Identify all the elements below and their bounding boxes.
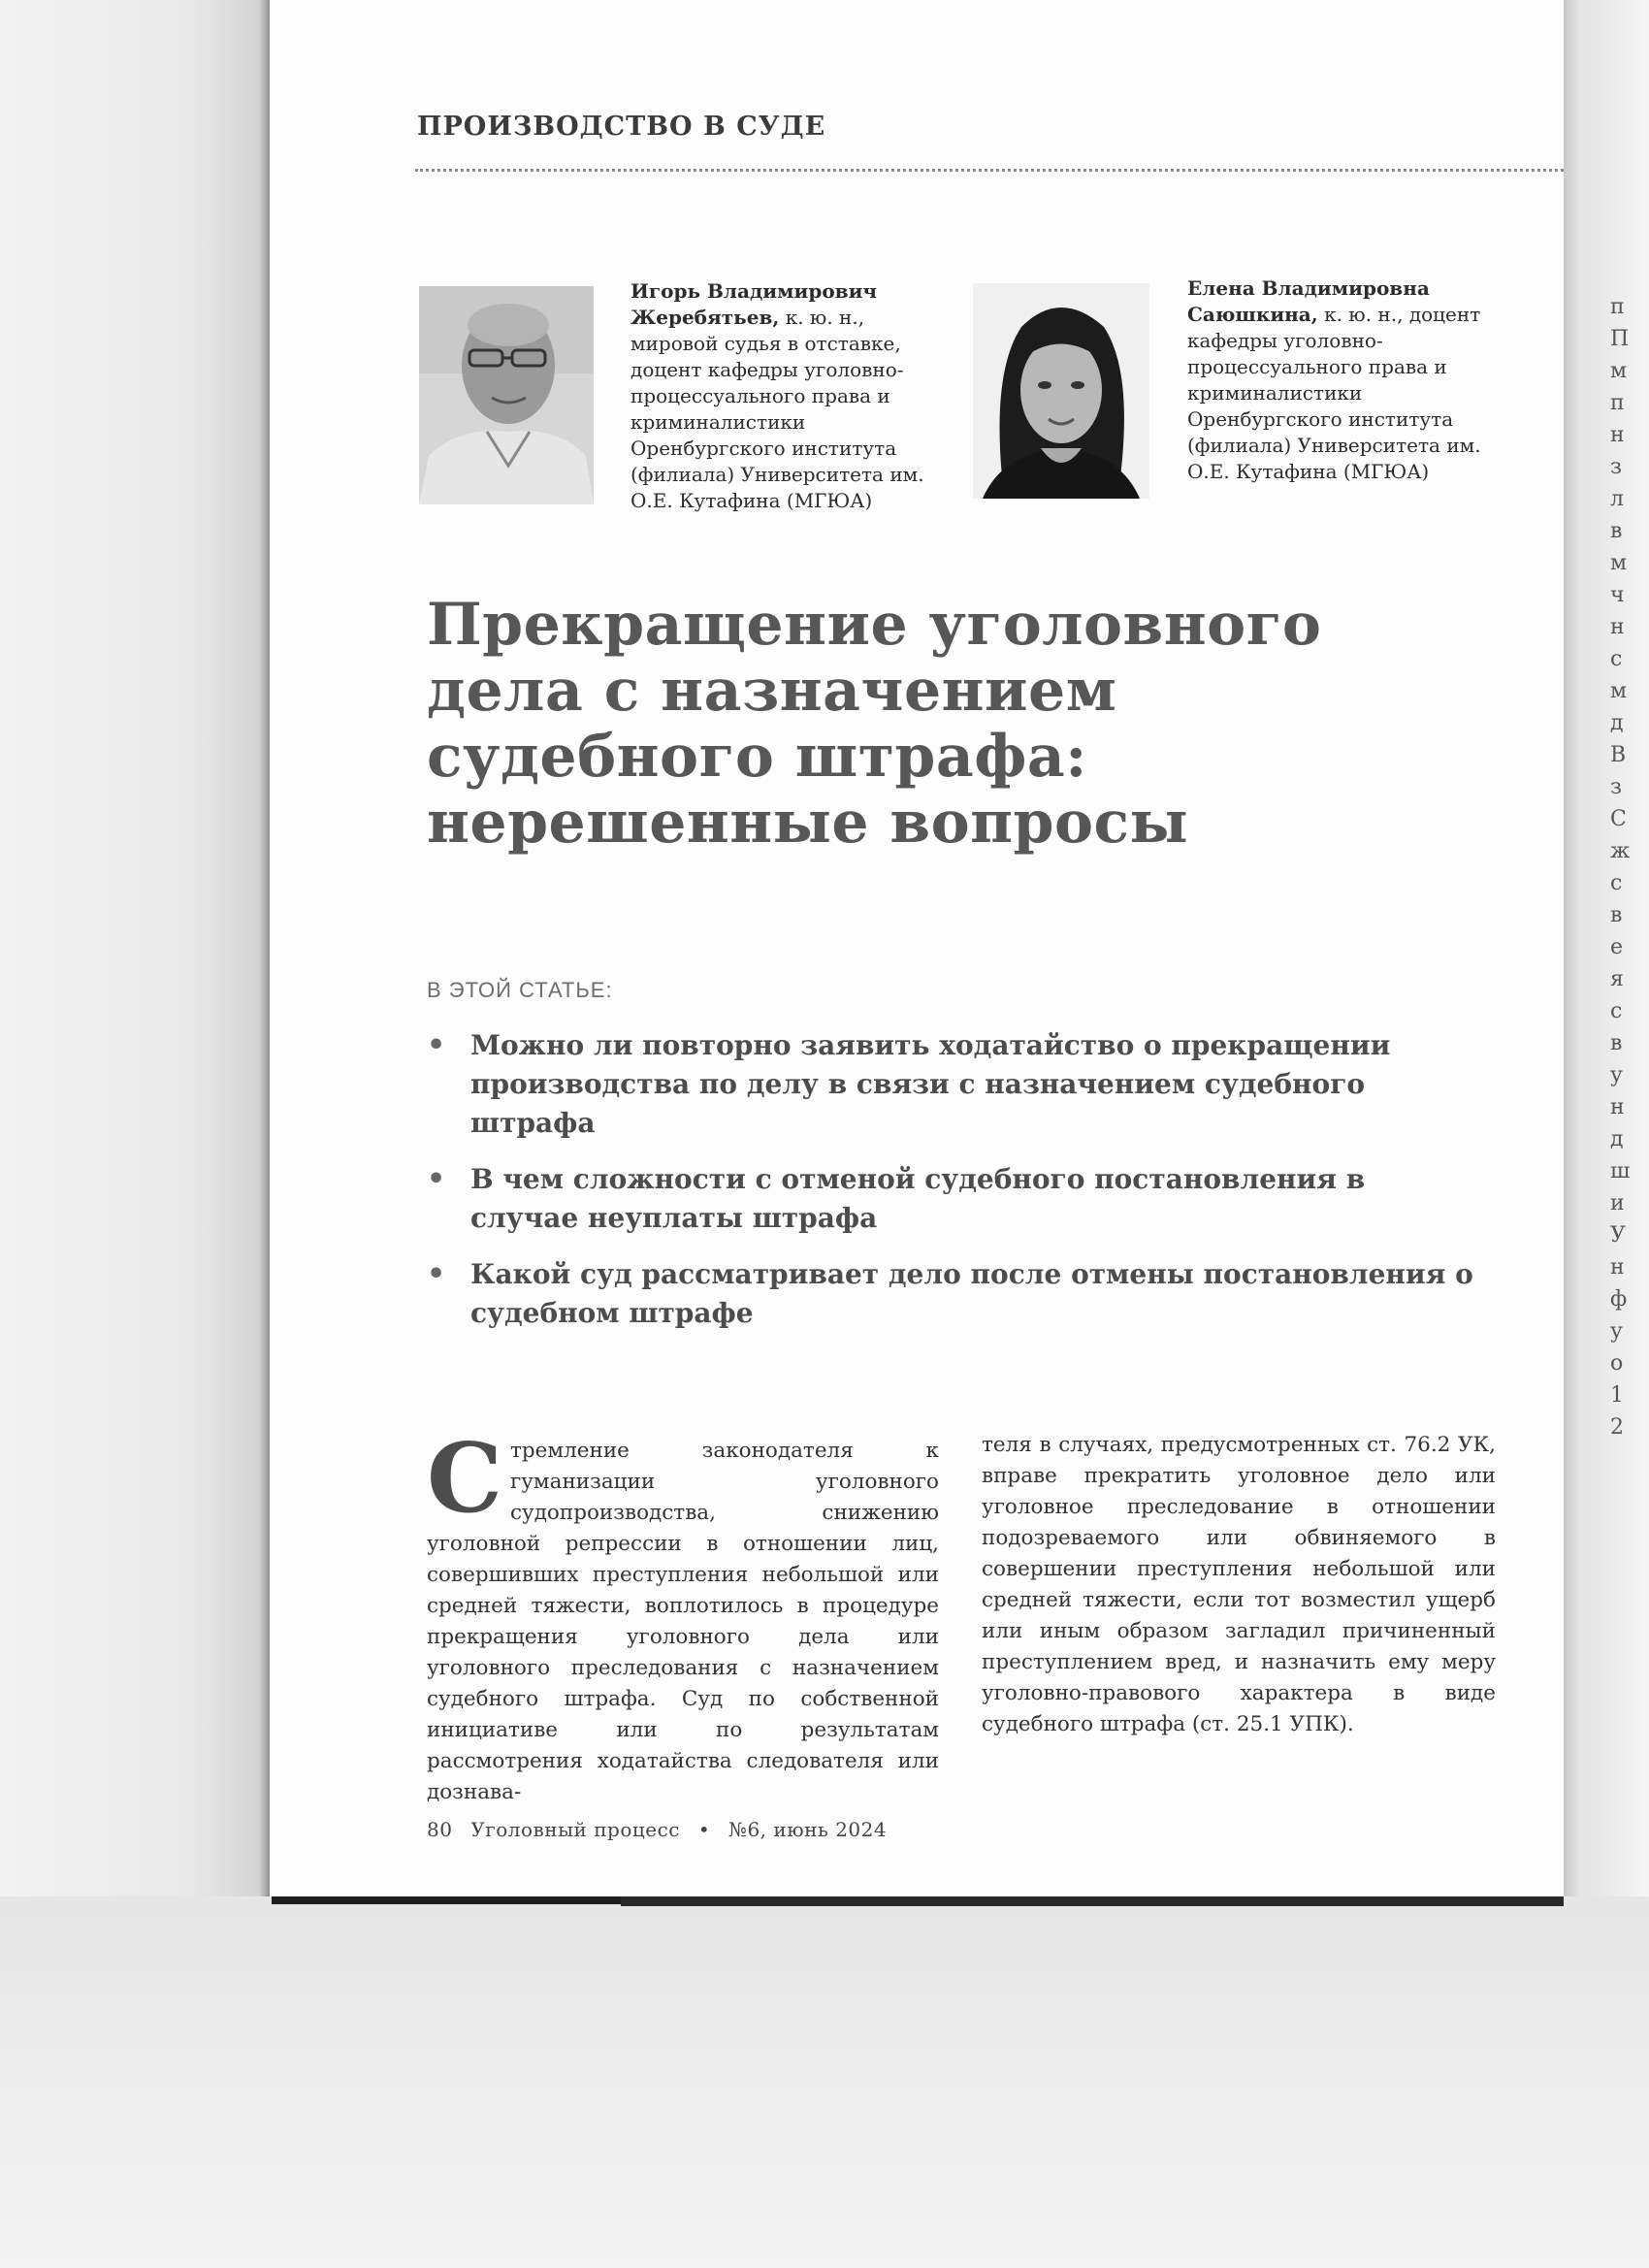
next-page-fragment: д (1610, 1127, 1624, 1151)
journal-issue: №6, июнь 2024 (728, 1818, 888, 1841)
next-page-fragment: С (1610, 807, 1627, 831)
body-column-2: теля в случаях, предусмотренных ст. 76.2 УК, вправе прекратить уголовное дело или уголовное преследование в отношении подозреваемого или обвиняемого в совершении преступления небольшой или средней тяжести, если тот возместил ущерб или иным образом загладил причиненный преступлением вред, и назначить ему меру уголовно-правового характера в виде судебного штрафа (ст. 25.1 УПК). (982, 1433, 1496, 1736)
author-2-description: к. ю. н., доцент кафедры уголовно-процессуального права и криминалистики Оренбургского института (филиала) Университета им. О.Е. Кутафина (МГЮА) (1187, 303, 1481, 483)
body-column-1 (427, 1423, 939, 1808)
page-bottom-shadow (621, 1896, 1564, 1906)
author-1-name: Игорь Владимирович Жеребятьев, (630, 279, 878, 329)
list-item-text: Можно ли повторно заявить ходатайство о прекращении производства по делу в связи с назначением судебного штрафа (470, 1029, 1391, 1139)
next-page-fragment: з (1610, 455, 1622, 479)
author-2-name: Елена Владимировна Саюшкина, (1187, 276, 1430, 326)
next-page-fragment: п (1610, 391, 1625, 415)
next-page-fragment: н (1610, 423, 1625, 447)
next-page-fragment: в (1610, 519, 1623, 543)
next-page-fragment: с (1610, 871, 1623, 895)
journal-name: Уголовный процесс (470, 1818, 680, 1841)
next-page-fragment: м (1610, 679, 1628, 703)
bullet-icon: • (427, 1028, 446, 1062)
next-page-fragment: д (1610, 711, 1624, 735)
next-page-fragment: в (1610, 1031, 1623, 1055)
next-page-fragment: ч (1610, 583, 1625, 607)
next-page-fragment: я (1610, 967, 1624, 991)
next-page-fragment: м (1610, 359, 1628, 383)
section-title: ПРОИЗВОДСТВО В СУДЕ (417, 112, 826, 142)
dropcap: С (427, 1423, 502, 1535)
next-page-fragment: В (1610, 743, 1627, 767)
next-page-fragment: у (1610, 1319, 1623, 1344)
next-page-sliver (1610, 291, 1649, 1443)
next-page-fragment: м (1610, 551, 1628, 575)
next-page-fragment: П (1610, 327, 1630, 351)
author-photo-2 (973, 283, 1149, 499)
next-page-fragment: У (1610, 1223, 1626, 1247)
list-item (427, 1026, 1474, 1143)
next-page-fragment: н (1610, 1095, 1625, 1119)
author-photo-1 (419, 286, 594, 504)
page-number: 80 (427, 1818, 453, 1841)
list-item-text: Какой суд рассматривает дело после отмены постановления о судебном штрафе (470, 1258, 1473, 1329)
next-page-fragment: с (1610, 999, 1623, 1023)
next-page-fragment: н (1610, 615, 1625, 639)
author-2 (1187, 275, 1507, 485)
next-page-fragment: и (1610, 1191, 1625, 1215)
footer-separator: • (697, 1818, 711, 1841)
next-page-fragment: п (1610, 295, 1625, 319)
next-page-fragment: ш (1610, 1159, 1631, 1183)
next-page-fragment: у (1610, 1063, 1623, 1087)
body-column-1-text: тремление законодателя к гуманизации уголовного судопроизводства, снижению уголовной репрессии в отношении лиц, совершивших преступления небольшой или средней тяжести, воплотилось в процедуре прекращения уголовного дела или уголовного преследования с назначением судебного штрафа. Суд по собственной инициативе или по результатам рассмотрения ходатайства следователя или дознава- (427, 1439, 939, 1804)
next-page-fragment: 1 (1610, 1383, 1624, 1408)
next-page-fragment: в (1610, 903, 1623, 927)
list-item (427, 1255, 1474, 1333)
next-page-fragment: л (1610, 487, 1624, 511)
bullet-icon: • (427, 1257, 446, 1291)
author-1 (630, 278, 951, 514)
list-item-text: В чем сложности с отменой судебного постановления в случае неуплаты штрафа (470, 1163, 1366, 1234)
scan-bottom-area (0, 1896, 1649, 2268)
list-item (427, 1160, 1474, 1238)
page-footer (427, 1818, 898, 1841)
next-page-fragment: е (1610, 935, 1624, 959)
author-1-description: к. ю. н., мировой судья в отставке, доцент кафедры уголовно-процессуального права и криминалистики Оренбургского института (филиала) Университета им. О.Е. Кутафина (МГЮА) (630, 306, 924, 512)
in-article-list (427, 1026, 1474, 1350)
in-article-label: В ЭТОЙ СТАТЬЕ: (427, 978, 613, 1002)
next-page-fragment: с (1610, 647, 1623, 671)
bullet-icon: • (427, 1162, 446, 1196)
next-page-fragment: ф (1610, 1287, 1628, 1312)
next-page-fragment: ж (1610, 839, 1631, 863)
article-headline: Прекращение уголовного дела с назначением судебного штрафа: нерешенные вопросы (427, 591, 1322, 857)
next-page-fragment: з (1610, 775, 1622, 799)
section-divider (415, 169, 1564, 172)
next-page-fragment: н (1610, 1255, 1625, 1280)
next-page-fragment: 2 (1610, 1415, 1624, 1440)
next-page-fragment: о (1610, 1351, 1624, 1376)
